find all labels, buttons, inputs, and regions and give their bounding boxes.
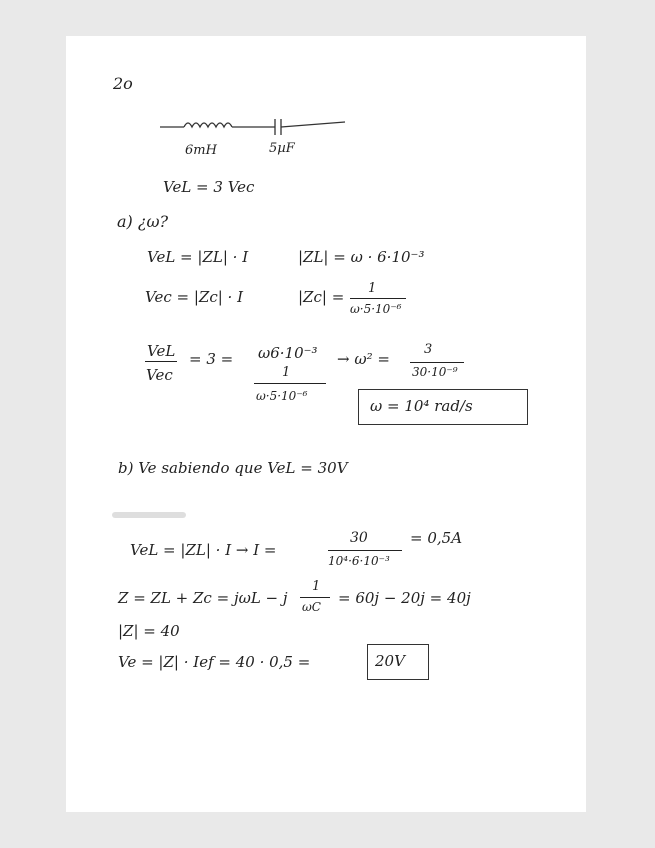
omega-squared-lhs: → ω² = (337, 350, 390, 368)
eq-vel: VeL = |ZL| · I (147, 248, 249, 266)
eq-current-numerator: 30 (350, 530, 368, 546)
eq-current-fraction-bar (328, 550, 402, 551)
voltage-result: 20V (375, 652, 405, 670)
ratio-rhs-top: ω6·10⁻³ (258, 344, 318, 362)
part-b-question: b) Ve sabiendo que VeL = 30V (118, 459, 348, 477)
eq-vec: Vec = |Zc| · I (145, 288, 243, 306)
eq-impedance-fraction-bar (300, 597, 330, 598)
eq-current-result: = 0,5A (410, 529, 463, 547)
eq-impedance-denominator: ωC (302, 600, 321, 614)
eq-current-denominator: 10⁴·6·10⁻³ (328, 554, 390, 568)
eq-impedance-magnitude: |Z| = 40 (118, 622, 180, 640)
ratio-equals: = 3 = (189, 350, 234, 368)
ratio-rhs-middle: 1 (282, 365, 291, 380)
omega-squared-numerator: 3 (424, 342, 433, 357)
ratio-numerator: VeL (147, 342, 176, 360)
ratio-denominator: Vec (146, 366, 173, 384)
omega-result: ω = 10⁴ rad/s (370, 397, 473, 415)
omega-squared-denominator: 30·10⁻⁹ (412, 365, 458, 379)
capacitor-label: 5µF (269, 141, 295, 156)
part-a-question: a) ¿ω? (117, 212, 169, 231)
eq-impedance-rhs: = 60j − 20j = 40j (338, 589, 471, 607)
ratio-rhs-denominator: ω·5·10⁻⁶ (256, 389, 308, 403)
eq-current-lhs: VeL = |ZL| · I → I = (130, 541, 277, 559)
omega-squared-fraction-bar (410, 362, 464, 363)
eq-zc-denominator: ω·5·10⁻⁶ (350, 302, 402, 316)
problem-number: 2o (113, 74, 133, 93)
wire-right (281, 122, 345, 127)
given-relation: VeL = 3 Vec (163, 178, 255, 196)
ratio-rhs-fraction-bar (254, 383, 326, 384)
ratio-fraction-bar (145, 361, 177, 362)
erased-smudge (112, 512, 186, 518)
eq-zc-lhs: |Zc| = (298, 288, 345, 306)
eq-zc-fraction-bar (350, 298, 406, 299)
inductor-label: 6mH (185, 143, 217, 158)
eq-zl: |ZL| = ω · 6·10⁻³ (298, 248, 425, 266)
eq-voltage: Ve = |Z| · Ief = 40 · 0,5 = (118, 653, 311, 671)
eq-impedance-lhs: Z = ZL + Zc = jωL − j (118, 589, 288, 607)
eq-impedance-numerator: 1 (312, 579, 321, 594)
eq-zc-numerator: 1 (368, 281, 377, 296)
inductor-coil-icon (184, 123, 232, 127)
